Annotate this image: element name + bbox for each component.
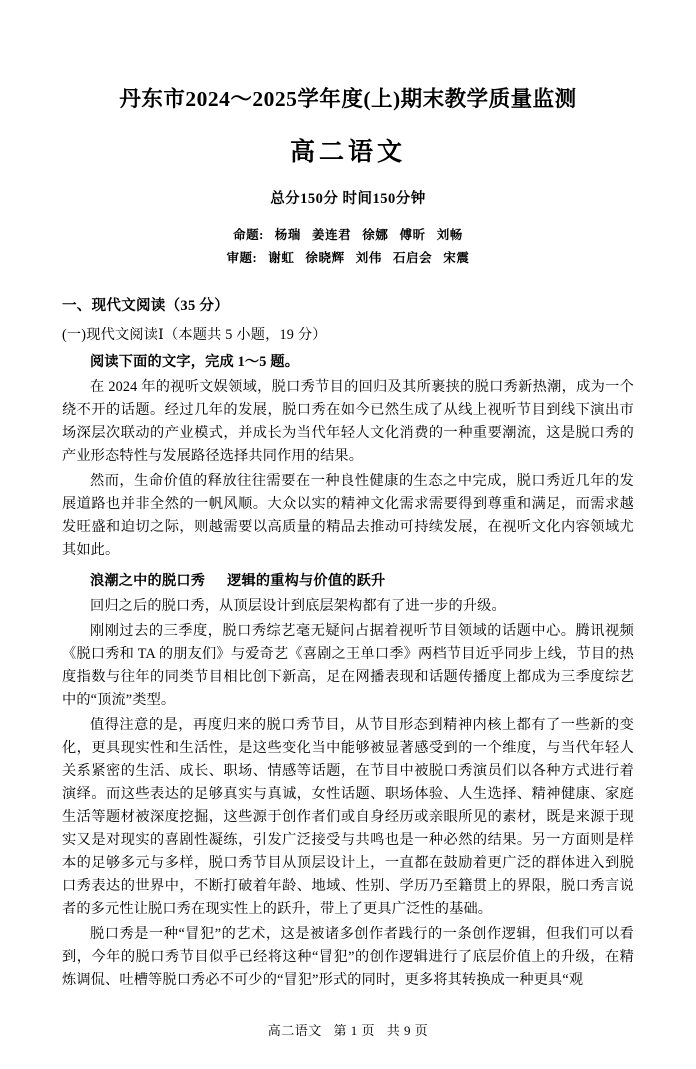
- score-time-line: 总分150分 时间150分钟: [270, 190, 426, 207]
- credit-name: 徐晓辉: [305, 251, 345, 266]
- credit-name: 刘伟: [355, 251, 382, 266]
- article-title: 浪潮之中的脱口秀: [90, 573, 206, 590]
- credit-name: 石启会: [392, 251, 433, 266]
- credits-names-author: [264, 228, 463, 242]
- footer-subject: 高二语文: [267, 1023, 322, 1038]
- credits-role-author: 命题:: [233, 227, 264, 242]
- document-page: [0, 86, 696, 1069]
- credit-name: 杨瑞: [274, 227, 301, 242]
- credit-name: 徐娜: [362, 227, 389, 242]
- credit-name: 姜连君: [311, 227, 352, 242]
- reading-instruction: 阅读下面的文字，完成 1～5 题。: [90, 354, 300, 371]
- paragraph: 回归之后的脱口秀，从顶层设计到底层架构都有了进一步的升级。: [90, 598, 506, 615]
- credits-role-reviewer: 审题:: [226, 251, 258, 266]
- paragraph: 然而，生命价值的释放往往需要在一种良性健康的生态之中完成，脱口秀近几年的发展道路也并非全然的一帆风顺。大众以实的精神文化需求需要得到尊重和满足，而需求越发旺盛和迫切之际，则越需要以高质量的精品去推动可持续发展，在视听文化内容领域尤其如此。: [62, 473, 634, 559]
- credits-row-author: [62, 224, 634, 247]
- credits-names-reviewer: [257, 251, 469, 265]
- footer-page-total: 共 9 页: [386, 1023, 429, 1038]
- article-heading: [62, 570, 634, 593]
- subject-title: 高二语文: [289, 138, 406, 166]
- credit-name: 傅昕: [399, 227, 426, 242]
- subsection-heading-1: (一)现代文阅读Ⅰ（本题共 5 小题，19 分）: [62, 327, 327, 344]
- paragraph: 在 2024 年的视听文娱领域，脱口秀节目的回归及其所裹挟的脱口秀新热潮，成为一个绕不开的话题。经过几年的发展，脱口秀在如今已然生成了从线上视听节目到线下演出市场深层次联动的产业模式，并成长为当代年轻人文化消费的一种重要潮流，这是脱口秀的产业形态特性与发展路径选择共同作用的结果。: [62, 379, 634, 465]
- page-title: 丹东市2024～2025学年度(上)期末教学质量监测: [119, 87, 577, 111]
- paragraph: 值得注意的是，再度归来的脱口秀节目，从节目形态到精神内核上都有了一些新的变化，更具现实性和生活性，是这些变化当中能够被显著感受到的一个维度，与当代年轻人关系紧密的生活、成长、职场、情感等话题，在节目中被脱口秀演员们以各种方式进行着演绎。而这些表达的足够真实与真诚，女性话题、职场体验、人生选择、精神健康、家庭生活等题材被深度挖掘，这些源于创作者们或自身经历或亲眼所见的素材，既是来源于现实又是对现实的喜剧性凝练，引发广泛接受与共鸣也是一种必然的结果。另一方面则是样本的足够多元与多样，脱口秀节目从顶层设计上，一直都在鼓励着更广泛的群体进入到脱口秀表达的世界中，不断打破着年龄、地域、性别、学历乃至籍贯上的界限，脱口秀言说者的多元性让脱口秀在现实性上的跃升，带上了更具广泛性的基础。: [62, 717, 634, 918]
- credits-block: [62, 224, 634, 270]
- page-footer: [0, 1020, 696, 1039]
- credit-name: 刘畅: [436, 227, 463, 242]
- paragraph: 刚刚过去的三季度，脱口秀综艺毫无疑问占据着视听节目领域的话题中心。腾讯视频《脱口秀和 TA 的朋友们》与爱奇艺《喜剧之王单口季》两档节目近乎同步上线，节目的热度指数与往年的同类节目相比创下新高，足在网播表现和话题传播度上都成为三季度综艺中的“顶流”类型。: [62, 623, 634, 709]
- section-heading-1: 一、现代文阅读（35 分）: [62, 298, 230, 315]
- credit-name: 宋震: [443, 251, 470, 266]
- paragraph: 脱口秀是一种“冒犯”的艺术，这是被诸多创作者践行的一条创作逻辑，但我们可以看到，今年的脱口秀节目似乎已经将这种“冒犯”的创作逻辑进行了底层价值上的升级，在精炼调侃、吐槽等脱口秀必不可少的“冒犯”形式的同时，更多将其转换成一种更具“观: [62, 926, 634, 989]
- footer-page-current: 第 1 页: [333, 1023, 375, 1038]
- article-subtitle: 逻辑的重构与价值的跃升: [227, 573, 386, 590]
- credit-name: 谢虹: [268, 251, 295, 266]
- credits-row-reviewer: [62, 247, 634, 270]
